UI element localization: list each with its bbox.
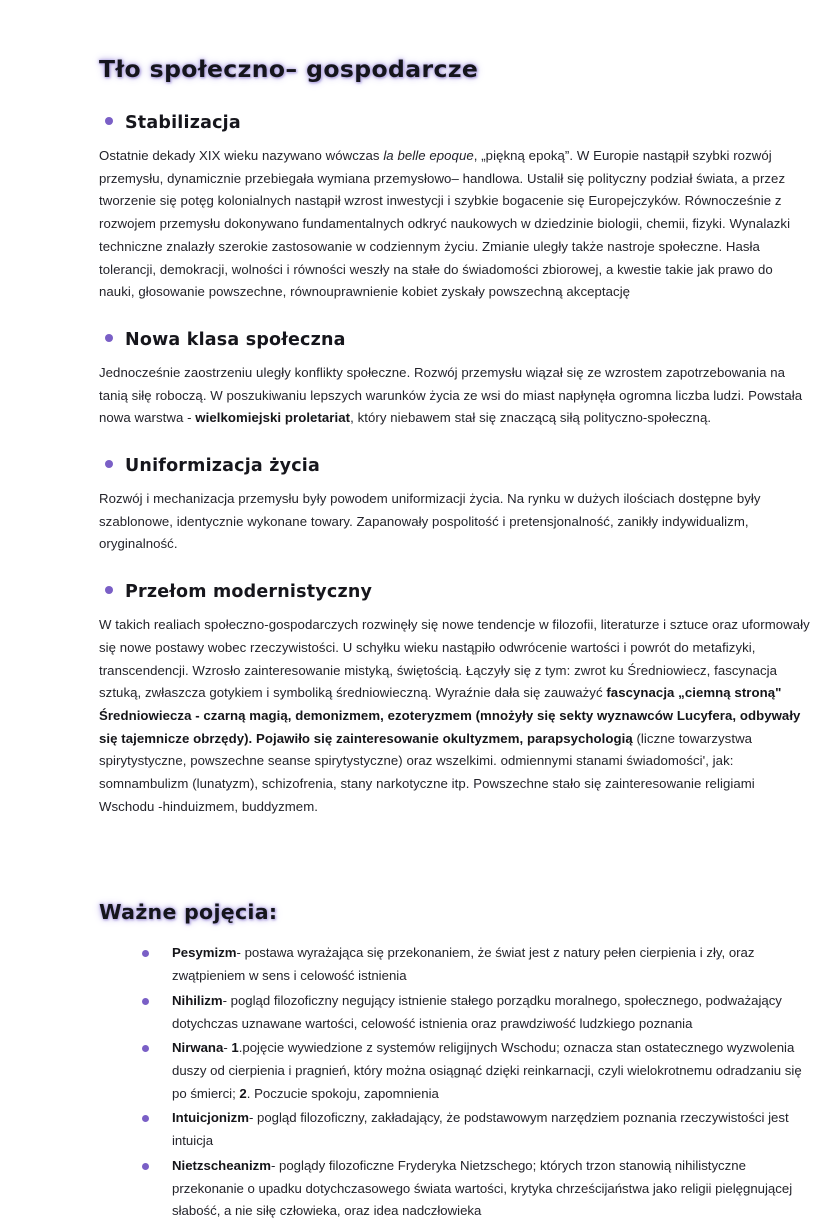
definitions-list [99,942,811,1222]
section-paragraph-uniformizacja-zycia: Rozwój i mechanizacja przemysłu były powodem uniformizacji życia. Na rynku w dużych ilościach dostępne były szablonowe, identycznie wykonane towary. Zapanowały pospolitość i pretensjonalność, zanikły indywidualizm, oryginalność. [99,491,761,552]
section-heading-nowa-klasa-spoleczna [99,330,811,350]
list-item: Pesymizm- postawa wyrażająca się przekonaniem, że świat jest z natury pełen cierpienia i zły, oraz zwątpieniem w sens i celowość istnienia [136,942,811,987]
section-paragraph-przelom-modernistyczny: W takich realiach społeczno-gospodarczych rozwinęły się nowe tendencje w filozofii, literaturze i sztuce oraz uformowały się nowe postawy wobec rzeczywistości. U schyłku wieku nastąpiło odwrócenie wartości i powrót do metafizyki, transcendencji. Wzrosło zainteresowanie mistyką, świętością. Łączyły się z tym: zwrot ku Średniowiecz, fascynacja sztuką, zwłaszcza gotykiem i symboliką średniowieczną. Wyraźnie dała się zauważyć fascynacja „ciemną stroną" Średniowiecza - czarną magią, demonizmem, ezoteryzmem (mnożyły się sekty wyznawców Lucyfera, odbywały się tajemnicze obrzędy). Pojawiło się zainteresowanie okultyzmem, parapsychologią (liczne towarzystwa spirytystyczne, powszechne seanse spirytystyczne) oraz wszelkimi. odmiennymi stanami świadomości', jak: somnambulizm (lunatyzm), schizofrenia, stany narkotyczne itp. Powszechne stało się zainteresowanie religiami Wschodu -hinduizmem, buddyzmem. [99,617,810,814]
section-heading-label: Uniformizacja życia [125,456,321,477]
section-heading-label: Nowa klasa społeczna [125,329,346,350]
list-item: Intuicjonizm- pogląd filozoficzny, zakładający, że podstawowym narzędziem poznania rzeczywistości jest intuicja [136,1107,811,1152]
list-item: Nirwana- 1.pojęcie wywiedzione z systemów religijnych Wschodu; oznacza stan ostatecznego wyzwolenia duszy od cierpienia i pragnień, który można osiągnąć dzięki reinkarnacji, czyli wielokrotnemu odradzaniu się po śmierci; 2. Poczucie spokoju, zapomnienia [136,1037,811,1105]
bullet-icon [105,334,113,342]
section-paragraph-nowa-klasa-spoleczna: Jednocześnie zaostrzeniu uległy konflikty społeczne. Rozwój przemysłu wiązał się ze wzrostem zapotrzebowania na tanią siłę roboczą. W poszukiwaniu lepszych warunków życia ze wsi do miast napłynęła ogromna liczba ludzi. Powstała nowa warstwa - wielkomiejski proletariat, który niebawem stał się znaczącą siłą polityczno-społeczną. [99,364,803,426]
section-heading-label: Stabilizacja [125,113,241,133]
section-paragraph-stabilizacja: Ostatnie dekady XIX wieku nazywano wówczas la belle epoque, „piękną epoką”. W Europie nastąpił szybki rozwój przemysłu, dynamicznie przebiegała wymiana przemysłowo– handlowa. Ustalił się polityczny podział świata, a przez tworzenie się potęg kolonialnych nastąpił wzrost inwestycji i szybkie bogacenie się Europejczyków. Równocześnie z rozwojem przemysłu dokonywano fundamentalnych odkryć naukowych w dziedzinie biologii, chemii, fizyki. Wynalazki techniczne znalazły szerokie zastosowanie w codziennym życiu. Zmianie uległy także nastroje społeczne. Hasła tolerancji, demokracji, wolności i równości weszły na stałe do świadomości zbiorowej, a kwestie takie jak prawo do nauki, głosowanie powszechne, równouprawnienie kobiet zyskały powszechną akceptację [99,148,791,300]
section-spacer [99,840,811,900]
list-item: Nihilizm- pogląd filozoficzny negujący istnienie stałego porządku moralnego, społecznego, podważający dotychczas uznawane wartości, celowość istnienia oraz prawdziwość ludzkiego poznania [136,990,811,1035]
document-content [99,55,811,1225]
section-heading-uniformizacja-zycia [99,456,811,476]
section-heading-stabilizacja [99,113,811,133]
list-item: Nietzscheanizm- poglądy filozoficzne Fryderyka Nietzschego; których trzon stanowią nihilistyczne przekonanie o upadku dotychczasowego świata wartości, krytyka chrześcijaństwa jako religii pielęgnującej słabość, a nie siłę człowieka, oraz idea nadczłowieka [136,1155,811,1223]
bullet-icon [105,117,113,125]
section-heading-przelom-modernistyczny [99,582,811,602]
section-title-wazne-pojecia: Ważne pojęcia: [99,900,278,925]
bullet-icon [105,460,113,468]
bullet-icon [105,586,113,594]
page-title: Tło społeczno– gospodarcze [99,55,479,83]
section-heading-label: Przełom modernistyczny [125,582,373,603]
